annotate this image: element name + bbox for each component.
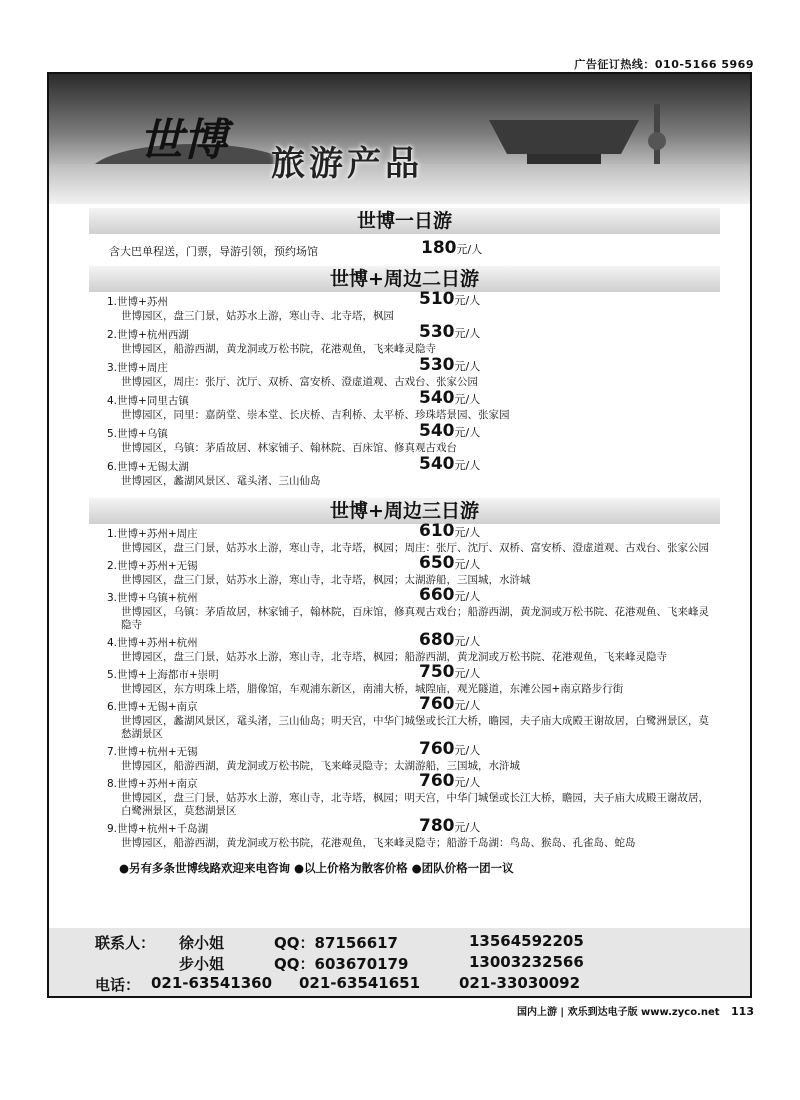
contact-mobile-1: 13564592205 (469, 932, 584, 950)
route-name: 2.世博+杭州西湖 (107, 329, 189, 341)
ad-hotline: 广告征订热线：010-5166 5969 (574, 58, 754, 71)
route-item (107, 816, 710, 850)
section-title-day2: 世博+周边二日游 (89, 266, 720, 292)
day2-route-list (49, 289, 750, 488)
route-item (107, 388, 710, 422)
day1-price (421, 238, 482, 258)
price-value: 650 (419, 553, 455, 573)
phone-number-1: 021-63541360 (151, 974, 273, 992)
price-unit: 元/人 (454, 459, 481, 472)
route-name: 5.世博+乌镇 (107, 428, 168, 440)
contact-row-1 (49, 932, 750, 952)
route-item (107, 694, 710, 741)
banner-subtitle: 旅游产品 (271, 144, 423, 184)
route-price (419, 454, 481, 474)
day1-offer (109, 238, 750, 260)
china-pavilion-illustration (489, 120, 639, 154)
route-name: 9.世博+杭州+千岛湖 (107, 823, 209, 835)
price-unit: 元/人 (454, 635, 481, 648)
footnote: ●另有多条世博线路欢迎来电咨询 ●以上价格为散客价格 ●团队价格一团一议 (119, 861, 514, 875)
route-name: 6.世博+无锡太湖 (107, 461, 189, 473)
section-title-day3: 世博+周边三日游 (89, 498, 720, 524)
phone-number-2: 021-63541651 (299, 974, 421, 992)
route-price (419, 322, 481, 342)
contact-qq-1: QQ：87156617 (274, 934, 398, 952)
phone-number-3: 021-33030092 (459, 974, 581, 992)
contact-qq-2: QQ：603670179 (274, 955, 409, 973)
price-value: 760 (419, 694, 455, 714)
route-name: 4.世博+苏州+杭州 (107, 637, 198, 649)
route-detail: 世博园区，盘三门景，姑苏水上游，寒山寺，北寺塔，枫园；周庄：张厅、沈厅、双桥、富安桥、澄虚道观、古戏台、张家公园 (121, 542, 709, 554)
route-price (419, 662, 481, 682)
route-price (419, 289, 481, 309)
price-unit: 元/人 (456, 243, 483, 256)
price-unit: 元/人 (454, 360, 481, 373)
price-unit: 元/人 (454, 294, 481, 307)
route-item (107, 585, 710, 632)
route-item (107, 630, 710, 664)
price-value: 780 (419, 816, 455, 836)
contact-panel (49, 928, 750, 996)
day1-description: 含大巴单程送，门票，导游引领，预约场馆 (109, 245, 318, 258)
price-value: 180 (421, 238, 457, 258)
route-item (107, 553, 710, 587)
route-detail: 世博园区，乌镇：茅盾故居、林家铺子、翰林院、百床馆、修真观古戏台 (121, 442, 457, 454)
route-item (107, 322, 710, 356)
price-value: 750 (419, 662, 455, 682)
route-detail: 世博园区，盘三门景，姑苏水上游，寒山寺，北寺塔，枫园；明天宫，中华门城堡或长江大桥，瞻园，夫子庙大成殿王谢故居，白鹭洲景区，莫愁湖景区 (121, 792, 709, 817)
route-price (419, 553, 481, 573)
route-name: 6.世博+无锡+南京 (107, 701, 198, 713)
price-unit: 元/人 (454, 393, 481, 406)
route-detail: 世博园区，蠡湖风景区、鼋头渚、三山仙岛 (121, 475, 321, 487)
price-unit: 元/人 (454, 699, 481, 712)
footer-text: 国内上游 | 欢乐到达电子版 www.zyco.net (516, 1007, 720, 1018)
route-item (107, 421, 710, 455)
page-footer (517, 1003, 754, 1018)
route-price (419, 694, 481, 714)
route-detail: 世博园区，船游西湖，黄龙洞或万松书院，花港观鱼，飞来峰灵隐寺 (121, 343, 436, 355)
route-detail: 世博园区，盘三门景，姑苏水上游，寒山寺，北寺塔，枫园；太湖游船，三国城，水浒城 (121, 574, 531, 586)
contact-person-1: 徐小姐 (179, 934, 225, 952)
price-value: 540 (419, 388, 455, 408)
route-name: 1.世博+苏州+周庄 (107, 528, 198, 540)
price-value: 510 (419, 289, 455, 309)
price-unit: 元/人 (454, 667, 481, 680)
route-detail: 世博园区，同里：嘉荫堂、崇本堂、长庆桥、吉利桥、太平桥、珍珠塔景园、张家园 (121, 409, 510, 421)
phone-label: 电话： (95, 976, 141, 994)
contact-row-2 (49, 953, 750, 973)
route-item (107, 521, 710, 555)
route-price (419, 630, 481, 650)
route-detail: 世博园区，乌镇：茅盾故居，林家铺子，翰林院，百床馆，修真观古戏台；船游西湖，黄龙洞或万松书院、花港观鱼、飞来峰灵隐寺 (121, 606, 709, 631)
contact-row-3 (49, 974, 750, 994)
route-price (419, 771, 481, 791)
route-name: 5.世博+上海都市+崇明 (107, 669, 219, 681)
route-item (107, 739, 710, 773)
route-detail: 世博园区，盘三门景，姑苏水上游，寒山寺，北寺塔，枫园；船游西湖，黄龙洞或万松书院、花港观鱼，飞来峰灵隐寺 (121, 651, 667, 663)
tv-tower-sphere-illustration (648, 132, 666, 150)
price-value: 680 (419, 630, 455, 650)
price-value: 610 (419, 521, 455, 541)
route-price (419, 739, 481, 759)
main-content (49, 202, 750, 876)
route-name: 7.世博+杭州+无锡 (107, 746, 198, 758)
route-detail: 世博园区，周庄：张厅、沈厅、双桥、富安桥、澄虚道观、古戏台、张家公园 (121, 376, 478, 388)
price-value: 760 (419, 739, 455, 759)
section-title-day1: 世博一日游 (89, 208, 720, 234)
header-banner (49, 74, 750, 204)
price-unit: 元/人 (454, 327, 481, 340)
route-name: 1.世博+苏州 (107, 296, 168, 308)
route-price (419, 816, 481, 836)
contact-person-2: 步小姐 (179, 955, 225, 973)
route-price (419, 585, 481, 605)
price-unit: 元/人 (454, 776, 481, 789)
route-price (419, 388, 481, 408)
price-unit: 元/人 (454, 526, 481, 539)
price-unit: 元/人 (454, 558, 481, 571)
route-name: 8.世博+苏州+南京 (107, 778, 198, 790)
route-item (107, 662, 710, 696)
price-value: 760 (419, 771, 455, 791)
route-item (107, 454, 710, 488)
page-number: 113 (731, 1005, 754, 1018)
route-detail: 世博园区，东方明珠上塔，腊像馆，车观浦东新区，南浦大桥，城隍庙，观光隧道，东滩公园+南京路步行街 (121, 683, 624, 695)
route-item (107, 289, 710, 323)
route-name: 3.世博+周庄 (107, 362, 168, 374)
price-unit: 元/人 (454, 821, 481, 834)
route-detail: 世博园区，盘三门景，姑苏水上游，寒山寺、北寺塔，枫园 (121, 310, 394, 322)
price-unit: 元/人 (454, 426, 481, 439)
contact-mobile-2: 13003232566 (469, 953, 584, 971)
price-value: 530 (419, 322, 455, 342)
route-price (419, 355, 481, 375)
route-detail: 世博园区，蠡湖风景区，鼋头渚，三山仙岛；明天宫，中华门城堡或长江大桥，瞻园，夫子庙大成殿王谢故居，白鹭洲景区，莫愁湖景区 (121, 715, 709, 740)
day3-route-list (49, 521, 750, 850)
price-value: 530 (419, 355, 455, 375)
route-name: 4.世博+同里古镇 (107, 395, 189, 407)
price-unit: 元/人 (454, 590, 481, 603)
route-price (419, 421, 481, 441)
price-value: 540 (419, 454, 455, 474)
route-detail: 世博园区，船游西湖，黄龙洞或万松书院，花港观鱼，飞来峰灵隐寺；船游千岛湖：鸟岛、猴岛、孔雀岛、蛇岛 (121, 837, 636, 849)
contact-label: 联系人： (95, 934, 156, 952)
route-item (107, 355, 710, 389)
route-price (419, 521, 481, 541)
price-value: 660 (419, 585, 455, 605)
page-frame (47, 72, 752, 998)
route-name: 2.世博+苏州+无锡 (107, 560, 198, 572)
route-detail: 世博园区，船游西湖，黄龙洞或万松书院，飞来峰灵隐寺；太湖游船，三国城，水浒城 (121, 760, 520, 772)
banner-brand-title: 世博 (139, 115, 227, 166)
price-unit: 元/人 (454, 744, 481, 757)
route-name: 3.世博+乌镇+杭州 (107, 592, 198, 604)
price-value: 540 (419, 421, 455, 441)
route-item (107, 771, 710, 818)
